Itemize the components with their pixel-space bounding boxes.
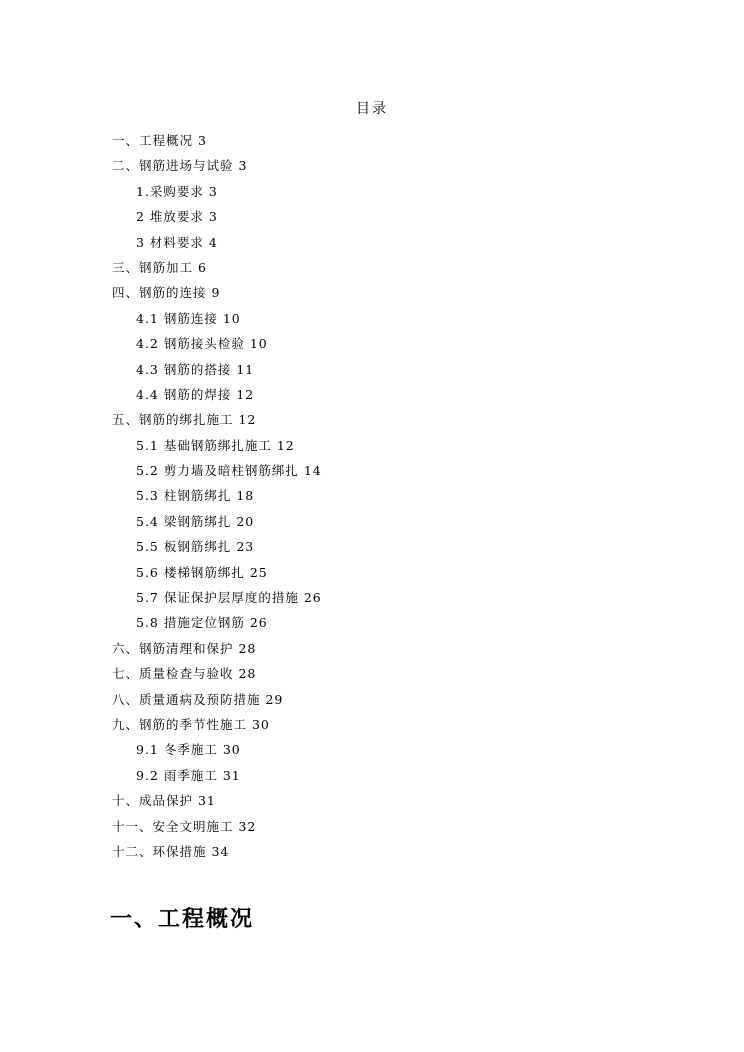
table-of-contents: [112, 131, 322, 867]
toc-entry[interactable]: 2 堆放要求 3: [136, 209, 218, 225]
toc-entry[interactable]: 9.1 冬季施工 30: [136, 742, 241, 758]
toc-entry[interactable]: 5.3 柱钢筋绑扎 18: [136, 488, 255, 504]
toc-entry[interactable]: 十一、安全文明施工 32: [112, 818, 257, 834]
toc-entry[interactable]: 七、质量检查与验收 28: [112, 666, 257, 682]
toc-entry[interactable]: 八、质量通病及预防措施 29: [112, 691, 284, 707]
toc-title: 目录: [356, 101, 388, 117]
toc-entry[interactable]: 六、钢筋清理和保护 28: [112, 640, 257, 656]
toc-entry[interactable]: 3 材料要求 4: [136, 234, 218, 250]
toc-entry[interactable]: 5.4 梁钢筋绑扎 20: [136, 513, 255, 529]
toc-entry[interactable]: 5.8 措施定位钢筋 26: [136, 615, 268, 631]
toc-entry[interactable]: 十、成品保护 31: [112, 793, 216, 809]
toc-entry[interactable]: 9.2 雨季施工 31: [136, 767, 241, 783]
toc-entry[interactable]: 5.1 基础钢筋绑扎施工 12: [136, 437, 295, 453]
toc-entry[interactable]: 5.5 板钢筋绑扎 23: [136, 539, 255, 555]
toc-entry[interactable]: 4.1 钢筋连接 10: [136, 310, 241, 326]
toc-entry[interactable]: 4.3 钢筋的搭接 11: [136, 361, 255, 377]
toc-entry[interactable]: 四、钢筋的连接 9: [112, 285, 221, 301]
toc-entry[interactable]: 五、钢筋的绑扎施工 12: [112, 412, 257, 428]
toc-entry[interactable]: 一、工程概况 3: [112, 133, 207, 148]
toc-entry[interactable]: 九、钢筋的季节性施工 30: [112, 716, 270, 732]
section-heading: 一、工程概况: [110, 907, 255, 932]
toc-entry[interactable]: 5.2 剪力墙及暗柱钢筋绑扎 14: [136, 463, 322, 479]
toc-entry[interactable]: 1.采购要求 3: [136, 183, 218, 199]
toc-entry[interactable]: 4.4 钢筋的焊接 12: [136, 386, 255, 402]
toc-entry[interactable]: 5.6 楼梯钢筋绑扎 25: [136, 564, 268, 580]
toc-entry[interactable]: 十二、环保措施 34: [112, 843, 230, 859]
toc-entry[interactable]: 二、钢筋进场与试验 3: [112, 158, 248, 174]
toc-entry[interactable]: 三、钢筋加工 6: [112, 259, 207, 275]
toc-entry[interactable]: 4.2 钢筋接头检验 10: [136, 336, 268, 352]
toc-entry[interactable]: 5.7 保证保护层厚度的措施 26: [136, 590, 322, 606]
